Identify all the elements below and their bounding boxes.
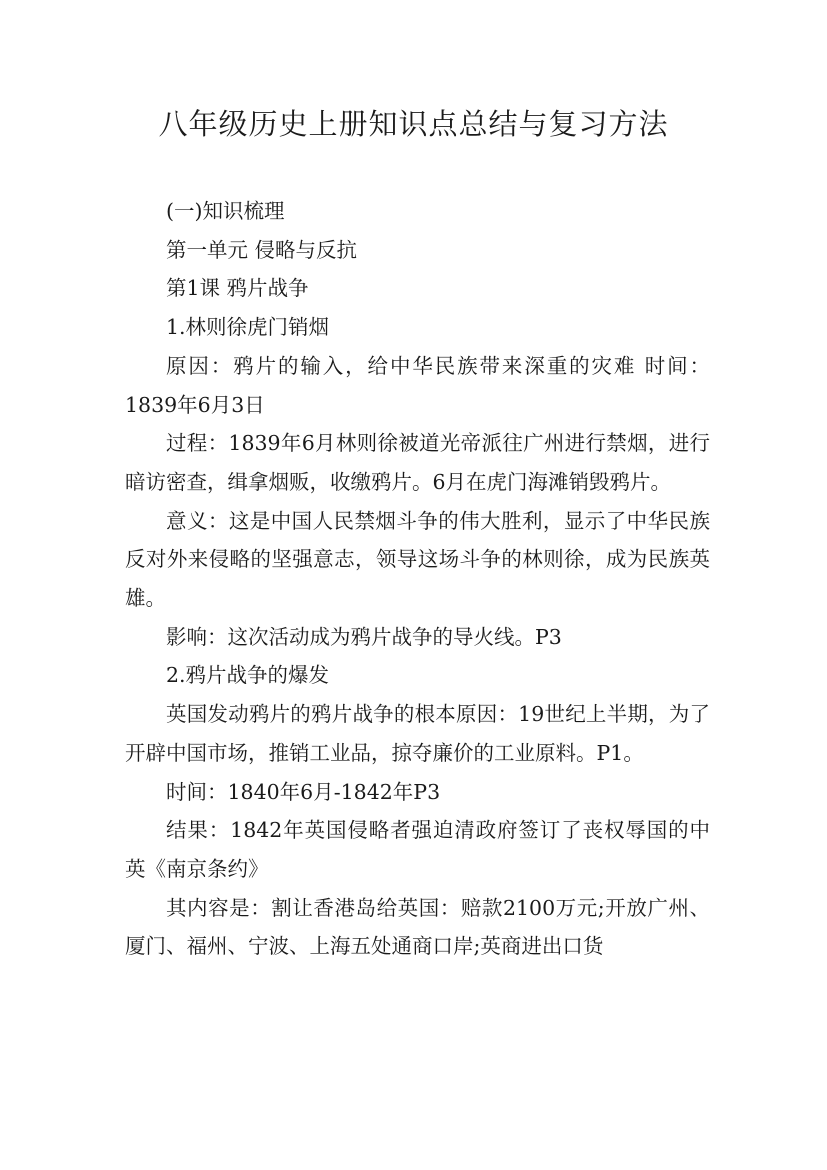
paragraph-result: 结果：1842年英国侵略者强迫清政府签订了丧权辱国的中英《南京条约》 bbox=[125, 818, 710, 881]
topic-heading: 1.林则徐虎门销烟 bbox=[166, 315, 330, 340]
document-body bbox=[125, 192, 710, 966]
paragraph-root-cause: 英国发动鸦片的鸦片战争的根本原因：19世纪上半期，为了开辟中国市场，推销工业品，掠夺廉价的工业原料。P1。 bbox=[125, 702, 710, 765]
paragraph-time: 时间：1840年6月-1842年P3 bbox=[166, 779, 441, 804]
paragraph-content: 其内容是：割让香港岛给英国：赔款2100万元;开放广州、厦门、福州、宁波、上海五处通商口岸;英商进出口货 bbox=[125, 895, 710, 959]
topic-heading: 2.鸦片战争的爆发 bbox=[166, 663, 330, 688]
unit-heading: 第一单元 侵略与反抗 bbox=[166, 237, 358, 262]
paragraph-process: 过程：1839年6月林则徐被道光帝派往广州进行禁烟，进行暗访密查，缉拿烟贩，收缴鸦片。6月在虎门海滩销毁鸦片。 bbox=[125, 431, 710, 494]
section-heading: (一)知识梳理 bbox=[166, 199, 285, 223]
paragraph-significance: 意义：这是中国人民禁烟斗争的伟大胜利，显示了中华民族反对外来侵略的坚强意志，领导这场斗争的林则徐，成为民族英雄。 bbox=[125, 508, 710, 611]
document-title: 八年级历史上册知识点总结与复习方法 bbox=[158, 107, 669, 141]
lesson-heading: 第1课 鸦片战争 bbox=[166, 276, 309, 301]
paragraph-impact: 影响：这次活动成为鸦片战争的导火线。P3 bbox=[166, 624, 562, 649]
paragraph-cause: 原因：鸦片的输入，给中华民族带来深重的灾难 时间：1839年6月3日 bbox=[125, 353, 710, 417]
